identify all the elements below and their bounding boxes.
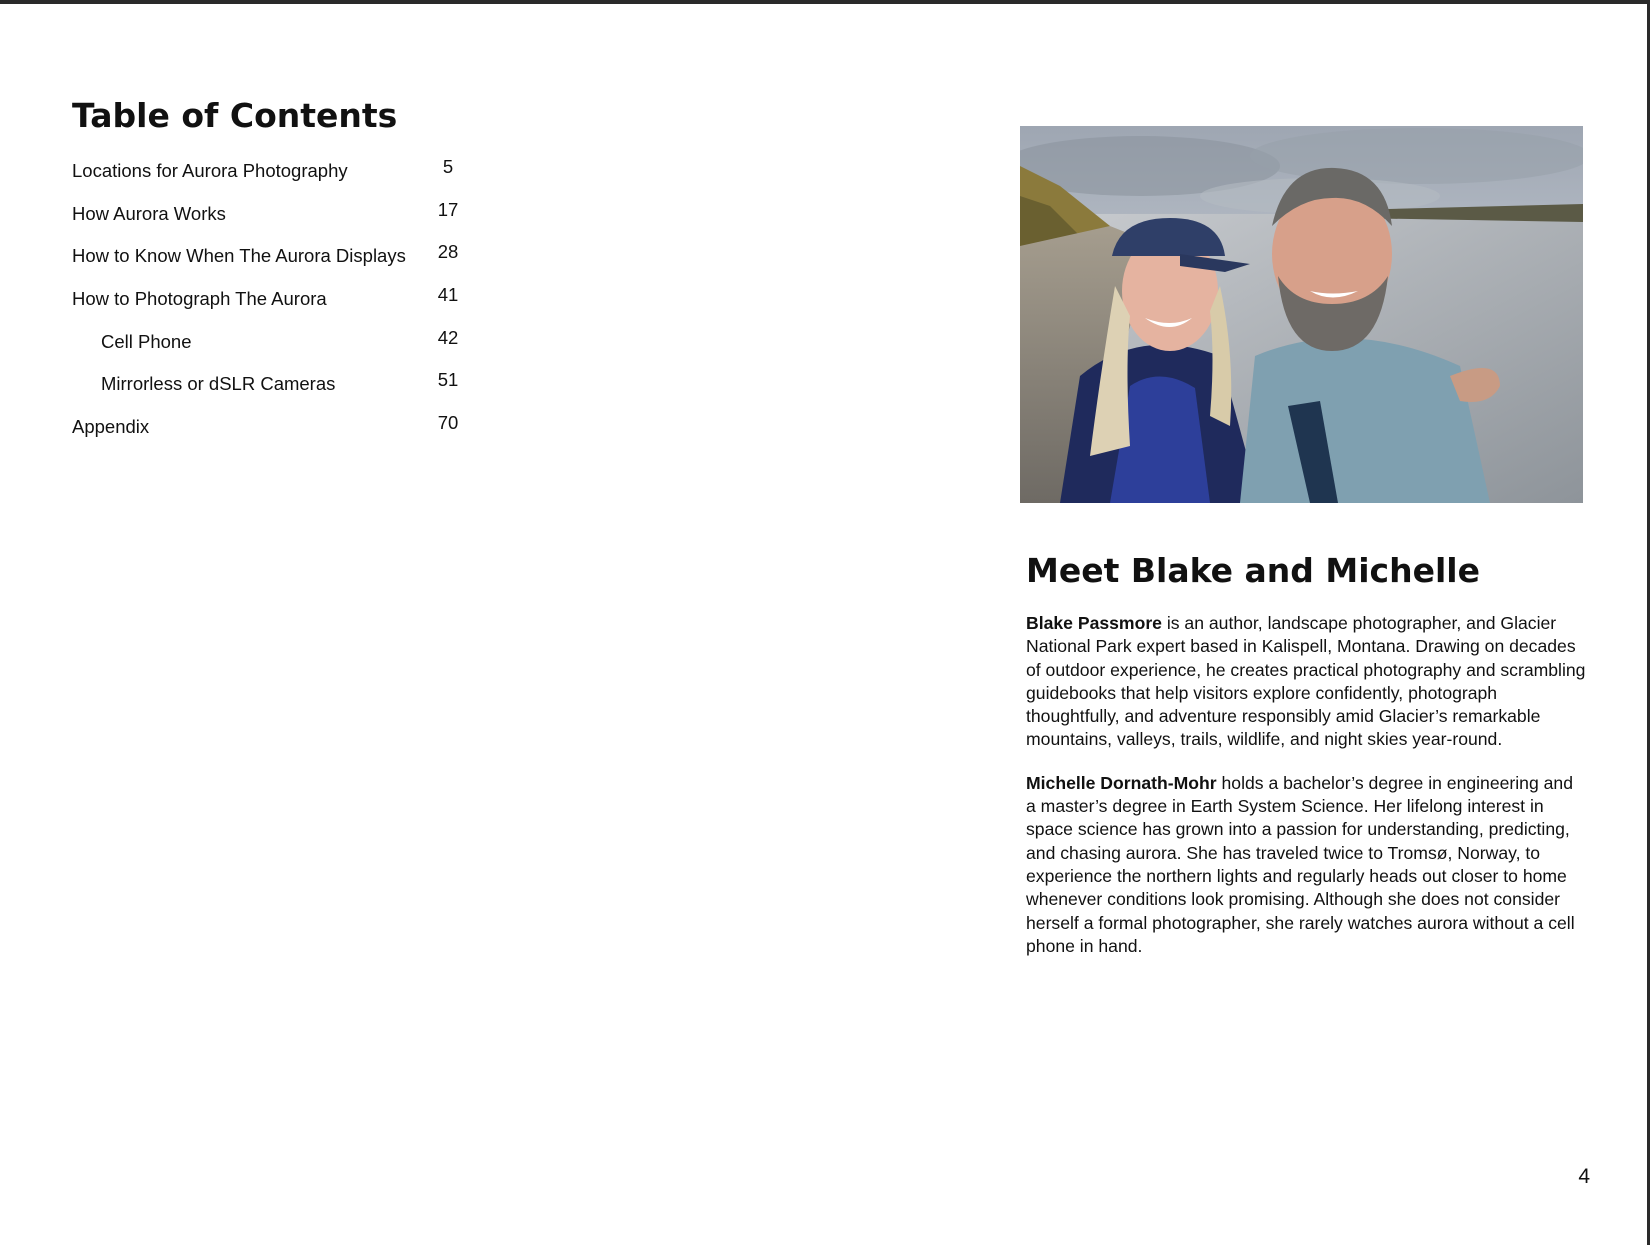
toc-entry-label: Cell Phone [101, 330, 192, 352]
author-photo-illustration [1020, 126, 1583, 503]
bio-blake [1026, 612, 1586, 752]
toc-entry-appendix[interactable] [72, 413, 492, 456]
toc-entry-how-aurora-works[interactable] [72, 200, 492, 243]
toc-list [72, 157, 492, 456]
toc-entry-photograph-aurora[interactable] [72, 285, 492, 328]
toc-entry-page: 5 [442, 156, 454, 177]
bio-michelle-text: holds a bachelor’s degree in engineering and a master’s degree in Earth System Science. Her lifelong interest in space science has grown into a passion for understanding, predicting, and chasing aurora. She has traveled twice to Tromsø, Norway, to experience the northern lights and regularly heads out closer to home whenever conditions look promising. Although she does not consider herself a formal photographer, she rarely watches aurora without a cell phone in hand. [1026, 772, 1575, 956]
bio-michelle [1026, 772, 1586, 958]
toc-entry-page: 28 [437, 241, 459, 263]
bio-blake-text: is an author, landscape photographer, and Glacier National Park expert based in Kalispell, Montana. Drawing on decades of outdoor experience, he creates practical photography and scrambling guidebooks that help visitors explore confidently, photograph thoughtfully, and adventure responsibly amid Glacier’s remarkable mountains, valleys, trails, wildlife, and night skies year-round. [1026, 613, 1586, 750]
toc-entry-cell-phone[interactable] [72, 328, 492, 371]
toc-entry-label: How to Know When The Aurora Displays [72, 245, 406, 267]
meet-authors-section [1026, 551, 1586, 978]
bio-michelle-name: Michelle Dornath-Mohr [1026, 772, 1217, 793]
toc-entry-label: Mirrorless or dSLR Cameras [101, 373, 336, 395]
toc-entry-locations[interactable] [72, 157, 492, 200]
toc-entry-label: Appendix [72, 416, 150, 438]
bio-blake-name: Blake Passmore [1026, 613, 1162, 633]
toc-entry-mirrorless-cameras[interactable] [72, 370, 492, 413]
toc-entry-when-aurora-displays[interactable] [72, 242, 492, 285]
toc-entry-label: How Aurora Works [72, 202, 226, 224]
toc-title: Table of Contents [72, 96, 398, 135]
toc-entry-page: 42 [437, 326, 459, 348]
toc-entry-page: 41 [437, 284, 459, 306]
table-of-contents [72, 96, 492, 456]
toc-entry-page: 17 [437, 198, 459, 220]
page-number: 4 [1578, 1165, 1590, 1188]
author-photo [1020, 126, 1583, 503]
page-top-border [0, 0, 1650, 4]
bio-title: Meet Blake and Michelle [1026, 551, 1480, 590]
toc-entry-page: 51 [437, 369, 459, 391]
toc-entry-label: How to Photograph The Aurora [72, 288, 327, 310]
toc-entry-page: 70 [437, 412, 459, 434]
toc-entry-label: Locations for Aurora Photography [72, 160, 348, 181]
